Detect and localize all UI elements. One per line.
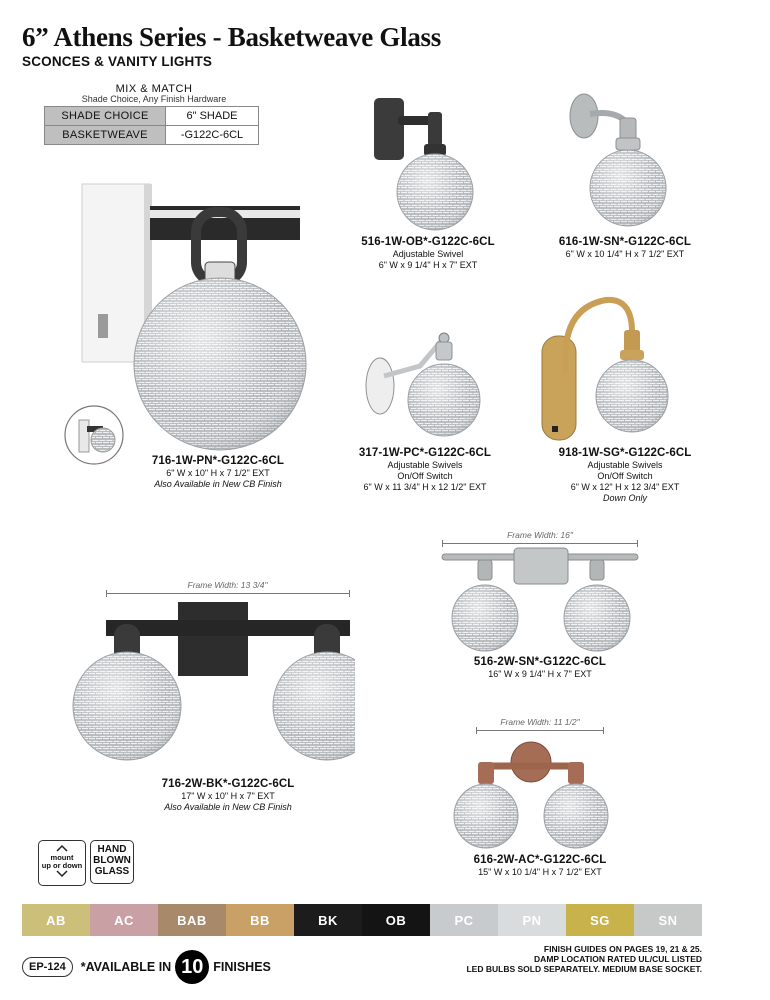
page-code: EP-124 [22, 957, 73, 977]
finish-swatch-bb: BB [226, 904, 294, 936]
footer-notes [466, 944, 702, 974]
footer-note: FINISH GUIDES ON PAGES 19, 21 & 25. [543, 944, 702, 954]
product-sku: 918-1W-SG*-G122C-6CL [558, 447, 692, 459]
badge-text: mount [50, 853, 74, 862]
frame-width-label: Frame Width: 13 3/4" [187, 580, 268, 590]
product-caption-616-2w-ac [440, 854, 640, 878]
footer-note: DAMP LOCATION RATED UL/CUL LISTED [534, 954, 702, 964]
badge-text: GLASS [94, 866, 130, 877]
product-image-317-1w-pc [360, 322, 510, 444]
chevron-up-icon [55, 844, 69, 852]
finish-swatch-ob: OB [362, 904, 430, 936]
hand-blown-glass-badge [90, 840, 134, 884]
product-caption-716-2w-bk [128, 778, 328, 813]
chevron-down-icon [55, 870, 69, 878]
product-spec: Adjustable Swivel [392, 249, 464, 259]
product-sku: 516-1W-OB*-G122C-6CL [361, 236, 495, 248]
shade-choice-label: SHADE CHOICE [45, 107, 166, 126]
product-spec: 6" W x 11 3/4" H x 12 1/2" EXT [363, 482, 487, 492]
product-spec: 6" W x 10 1/4" H x 7 1/2" EXT [565, 249, 685, 259]
mix-title: MIX & MATCH [115, 83, 193, 95]
frame-width-line [442, 543, 638, 544]
product-spec: 15" W x 10 1/4" H x 7 1/2" EXT [478, 867, 602, 877]
mix-match-heading [44, 84, 264, 104]
finish-count: 10 [175, 950, 209, 984]
product-spec: On/Off Switch [397, 471, 453, 481]
badge-text: HAND [97, 844, 127, 855]
product-caption-516-2w-sn [440, 656, 640, 680]
product-image-918-1w-sg [536, 292, 696, 444]
product-sku: 317-1W-PC*-G122C-6CL [358, 447, 492, 459]
product-sku: 516-2W-SN*-G122C-6CL [473, 656, 607, 668]
page-title: 6” Athens Series - Basketweave Glass [22, 22, 441, 52]
product-sku: 616-1W-SN*-G122C-6CL [558, 236, 692, 248]
product-thumbnail-716-1w-pn [63, 404, 125, 466]
product-image-716-2w-bk [70, 600, 355, 776]
product-caption-516-1w-ob [333, 236, 523, 271]
availability-prefix: *AVAILABLE IN [80, 960, 172, 974]
product-image-616-2w-ac [446, 740, 616, 852]
product-spec: On/Off Switch [597, 471, 653, 481]
product-caption-317-1w-pc [330, 447, 520, 493]
product-note: Down Only [602, 493, 647, 503]
finish-swatch-sn: SN [634, 904, 702, 936]
table-row [45, 126, 259, 145]
finish-swatch-ab: AB [22, 904, 90, 936]
frame-width-line [476, 730, 604, 731]
product-image-516-1w-ob [368, 94, 508, 234]
shade-choice-value: 6" SHADE [166, 107, 259, 126]
mix-subtitle: Shade Choice, Any Finish Hardware [81, 94, 227, 104]
availability-suffix: FINISHES [213, 960, 271, 974]
product-spec: 17" W x 10" H x 7" EXT [181, 791, 275, 801]
basketweave-label: BASKETWEAVE [45, 126, 166, 145]
product-caption-616-1w-sn [530, 236, 720, 260]
product-caption-716-1w-pn [118, 455, 318, 490]
footer-note: LED BULBS SOLD SEPARATELY. MEDIUM BASE SOCKET. [466, 964, 702, 974]
product-sku: 716-1W-PN*-G122C-6CL [151, 455, 285, 467]
table-row [45, 107, 259, 126]
page-subtitle: SCONCES & VANITY LIGHTS [22, 54, 213, 69]
frame-width-label: Frame Width: 16" [507, 530, 573, 540]
finish-swatch-pn: PN [498, 904, 566, 936]
mix-match-table [44, 106, 259, 145]
finish-swatch-sg: SG [566, 904, 634, 936]
product-spec: 16" W x 9 1/4" H x 7" EXT [488, 669, 592, 679]
basketweave-value: -G122C-6CL [166, 126, 259, 145]
frame-width-line [106, 593, 350, 594]
product-note: Also Available in New CB Finish [154, 479, 282, 489]
product-image-616-1w-sn [560, 88, 700, 236]
product-spec: 6" W x 10" H x 7 1/2" EXT [166, 468, 270, 478]
mount-up-or-down-badge [38, 840, 86, 886]
availability-text [81, 950, 271, 984]
product-caption-918-1w-sg [530, 447, 720, 504]
finish-swatch-bab: BAB [158, 904, 226, 936]
badge-text: BLOWN [93, 855, 131, 866]
product-spec: 6" W x 12" H x 12 3/4" EXT [570, 482, 680, 492]
product-spec: 6" W x 9 1/4" H x 7" EXT [378, 260, 478, 270]
badge-text: up or down [41, 861, 83, 870]
finish-swatch-ac: AC [90, 904, 158, 936]
product-image-516-2w-sn [440, 546, 640, 654]
product-sku: 616-2W-AC*-G122C-6CL [473, 854, 607, 866]
product-sku: 716-2W-BK*-G122C-6CL [161, 778, 295, 790]
product-spec: Adjustable Swivels [387, 460, 463, 470]
finish-swatch-pc: PC [430, 904, 498, 936]
footer-availability [22, 950, 271, 984]
frame-width-label: Frame Width: 11 1/2" [500, 717, 580, 727]
finish-swatch-bk: BK [294, 904, 362, 936]
product-note: Also Available in New CB Finish [164, 802, 292, 812]
product-spec: Adjustable Swivels [587, 460, 663, 470]
